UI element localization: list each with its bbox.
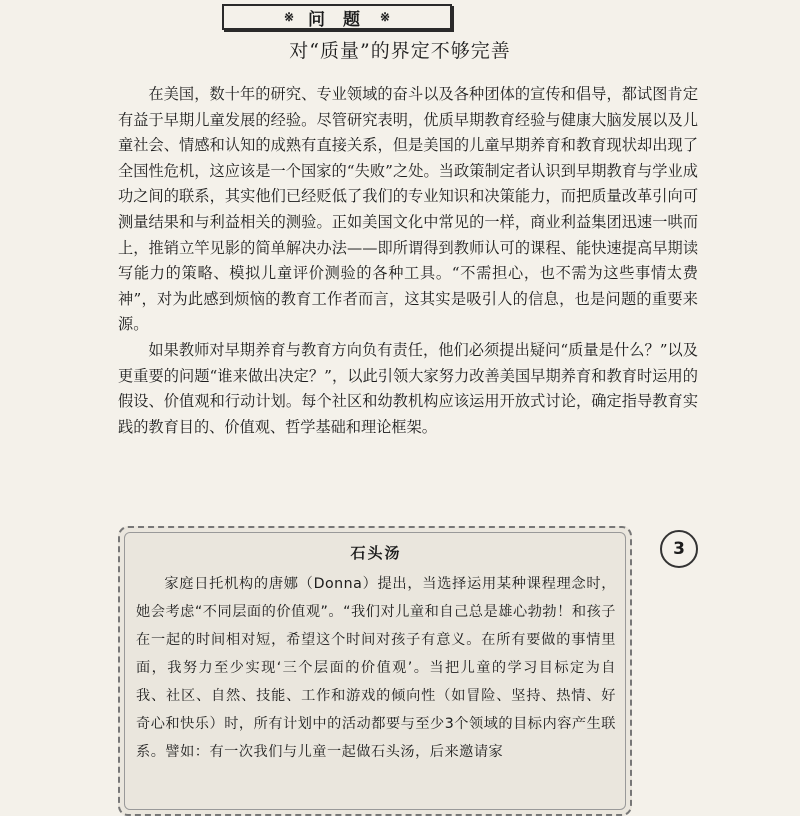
page-number-badge: 3 bbox=[660, 530, 698, 568]
section-title: 问 题 bbox=[308, 9, 366, 30]
main-text bbox=[118, 82, 698, 440]
section-banner bbox=[222, 4, 452, 30]
case-box bbox=[118, 526, 632, 816]
asterism-icon-left: ※ bbox=[283, 10, 295, 24]
case-box-text: 家庭日托机构的唐娜（Donna）提出，当选择运用某种课程理念时，她会考虑“不同层面的价值观”。“我们对儿童和自己总是雄心勃勃！和孩子在一起的时间相对短，希望这个时间对孩子有意义。在所有要做的事情里面，我努力至少实现‘三个层面的价值观’。当把儿童的学习目标定为自我、社区、自然、技能、工作和游戏的倾向性（如冒险、坚持、热情、好奇心和快乐）时，所有计划中的活动都要与至少3个领域的目标内容产生联系。譬如：有一次我们与儿童一起做石头汤，后来邀请家 bbox=[136, 576, 616, 760]
paragraph-1: 在美国，数十年的研究、专业领域的奋斗以及各种团体的宣传和倡导，都试图肯定有益于早期儿童发展的经验。尽管研究表明，优质早期教育经验与健康大脑发展以及儿童社会、情感和认知的成熟有直接关系，但是美国的儿童早期养育和教育现状却出现了全国性危机，这应该是一个国家的“失败”之处。当政策制定者认识到早期教育与学业成功之间的联系，其实他们已经贬低了我们的专业知识和决策能力，而把质量改革引向可测量结果和与利益相关的测验。正如美国文化中常见的一样，商业利益集团迅速一哄而上，推销立竿见影的简单解决办法——即所谓得到教师认可的课程、能快速提高早期读写能力的策略、模拟儿童评价测验的各种工具。“不需担心，也不需为这些事情太费神”，对为此感到烦恼的教育工作者而言，这其实是吸引人的信息，也是问题的重要来源。 bbox=[118, 85, 698, 334]
asterism-icon-right: ※ bbox=[379, 10, 391, 24]
section-subtitle: 对“质量”的界定不够完善 bbox=[289, 40, 511, 62]
paragraph-2: 如果教师对早期养育与教育方向负有责任，他们必须提出疑问“质量是什么？”以及更重要的问题“谁来做出决定？”，以此引领大家努力改善美国早期养育和教育时运用的假设、价值观和行动计划。每个社区和幼教机构应该运用开放式讨论，确定指导教育实践的教育目的、价值观、哲学基础和理论框架。 bbox=[118, 340, 698, 436]
case-box-title: 石头汤 bbox=[350, 544, 402, 562]
